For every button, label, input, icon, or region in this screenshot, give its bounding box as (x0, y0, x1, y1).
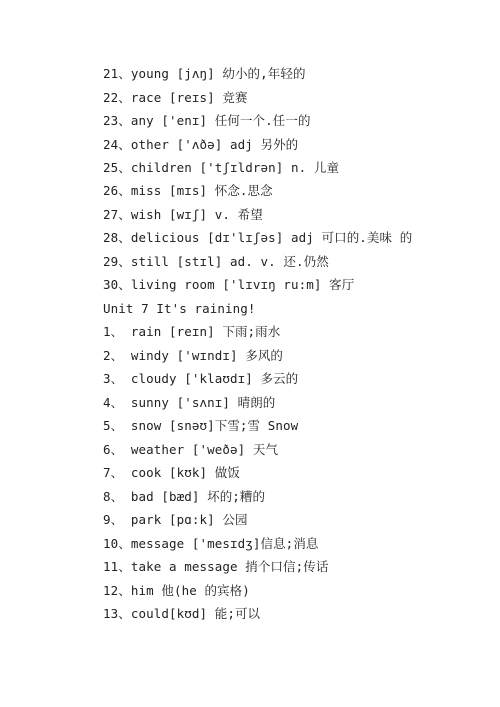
vocab-entry-26: 26、miss [mɪs] 怀念.思念 (103, 183, 273, 198)
vocab-entry-4: 4、 sunny ['sʌnɪ] 晴朗的 (103, 395, 276, 410)
vocab-entry-22: 22、race [reɪs] 竞赛 (103, 90, 248, 105)
vocab-entry-24: 24、other ['ʌðə] adj 另外的 (103, 137, 299, 152)
vocab-entry-30: 30、living room ['lɪvɪŋ ru:m] 客厅 (103, 277, 355, 292)
vocab-entry-6: 6、 weather ['weðə] 天气 (103, 442, 279, 457)
vocab-entry-25: 25、children ['tʃɪldrən] n. 儿童 (103, 160, 340, 175)
vocab-entry-5: 5、 snow [snəʊ]下雪;雪 Snow (103, 418, 299, 433)
vocab-entry-9: 9、 park [pɑ:k] 公园 (103, 512, 248, 527)
vocab-entry-27: 27、wish [wɪʃ] v. 希望 (103, 207, 263, 222)
vocab-entry-2: 2、 windy ['wɪndɪ] 多风的 (103, 348, 284, 363)
vocab-entry-7: 7、 cook [kʊk] 做饭 (103, 465, 240, 480)
unit-heading: Unit 7 It's raining! (103, 301, 256, 316)
vocab-entry-12: 12、him 他(he 的宾格) (103, 583, 250, 598)
vocab-entry-10: 10、message ['mesɪdʒ]信息;消息 (103, 536, 319, 551)
vocab-entry-8: 8、 bad [bæd] 坏的;糟的 (103, 489, 266, 504)
vocab-entry-3: 3、 cloudy ['klaʊdɪ] 多云的 (103, 371, 299, 386)
vocab-entry-21: 21、young [jʌŋ] 幼小的,年轻的 (103, 66, 306, 81)
vocab-entry-23: 23、any ['enɪ] 任何一个.任一的 (103, 113, 311, 128)
vocab-entry-28: 28、delicious [dɪ'lɪʃəs] adj 可口的.美味 的 (103, 230, 413, 245)
vocab-entry-13: 13、could[kʊd] 能;可以 (103, 606, 261, 621)
vocab-entry-11: 11、take a message 捎个口信;传话 (103, 559, 329, 574)
vocab-entry-29: 29、still [stɪl] ad. v. 还.仍然 (103, 254, 329, 269)
vocab-entry-1: 1、 rain [reɪn] 下雨;雨水 (103, 324, 281, 339)
